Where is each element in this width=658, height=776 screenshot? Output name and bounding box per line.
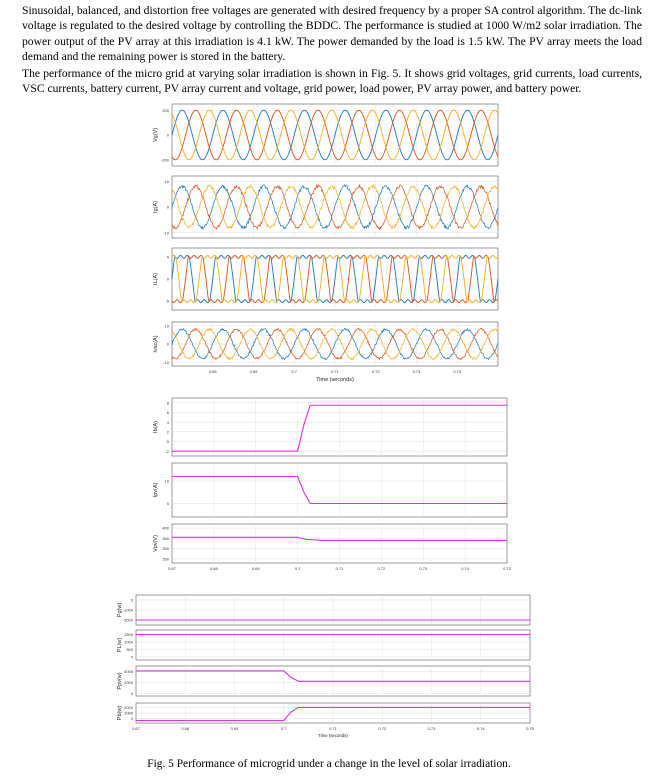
pv-power-panel [117, 666, 530, 696]
battery-current-panel [153, 398, 507, 456]
x-tick-label: 0.68 [181, 726, 190, 731]
x-tick-label: 0.73 [412, 369, 421, 374]
x-tick-label: 0.75 [503, 566, 511, 571]
x-tick-label: 0.67 [168, 566, 176, 571]
x-tick-label: 0.71 [335, 566, 344, 571]
x-tick-label: 0.69 [251, 566, 260, 571]
x-tick-label: 0.73 [419, 566, 428, 571]
x-tick-label: 0.7 [294, 566, 301, 571]
x-tick-label: 0.74 [476, 726, 485, 731]
y-tick-label: 10 [164, 178, 169, 184]
y-axis-label: Ig(A) [153, 201, 159, 213]
x-tick-label: 0.74 [461, 566, 470, 571]
y-tick-label: 2 [166, 429, 169, 435]
x-tick-label: 0.72 [371, 369, 380, 374]
x-tick-label: 0.7 [291, 369, 298, 374]
y-tick-label: 0 [130, 716, 133, 722]
y-tick-label: -2000 [122, 617, 133, 623]
y-axis-label: PL(w) [117, 637, 123, 653]
y-tick-label: 2000 [124, 705, 133, 711]
x-tick-label: 0.67 [132, 726, 140, 731]
y-tick-label: -5 [165, 298, 169, 304]
vsc-current-panel [153, 322, 498, 383]
y-axis-label: IL(A) [153, 273, 159, 285]
y-tick-label: -1000 [122, 607, 133, 613]
pv-current-panel [153, 463, 507, 517]
x-axis-label: Time (seconds) [318, 733, 348, 738]
y-tick-label: 10 [164, 323, 169, 329]
y-tick-label: 10 [164, 478, 169, 484]
y-tick-label: 0 [130, 690, 133, 696]
x-axis-label: Time (seconds) [316, 377, 354, 383]
body-paragraph-1: Sinusoidal, balanced, and distortion free voltages are generated with desired frequency by a proper SA control algorithm. The dc-link voltage is regulated to the desired voltage by controlling the BDDC. The performance is studied at 1000 W/m2 solar irradiation. The power output of the PV array at this irradiation is 4.1 kW. The power demanded by the load is 1.5 kW. The PV array meets the load demand and the remaining power is stored in the battery. [22, 4, 642, 64]
y-tick-label: 200 [162, 107, 169, 113]
y-axis-label: Ivsc(A) [153, 335, 159, 353]
y-tick-label: 0 [166, 276, 169, 282]
y-tick-label: 6 [166, 410, 169, 416]
y-tick-label: 2000 [124, 679, 133, 685]
y-tick-label: 8 [166, 400, 169, 406]
y-tick-label: 0 [166, 132, 169, 138]
y-tick-label: 250 [162, 556, 169, 562]
x-tick-label: 0.71 [329, 726, 337, 731]
y-axis-label: Ipv(A) [153, 482, 159, 498]
load-current-panel [153, 248, 498, 310]
y-axis-label: Pg(w) [117, 602, 123, 618]
x-tick-label: 0.73 [427, 726, 436, 731]
y-tick-label: 5 [166, 254, 169, 260]
x-tick-label: 0.68 [208, 369, 217, 374]
body-paragraph-2: The performance of the micro grid at varying solar irradiation is shown in Fig. 5. It shows grid voltages, grid currents, load currents, VSC currents, battery current, PV array current and voltage, grid power, load power, PV array power, and battery power. [22, 67, 642, 96]
x-tick-label: 0.72 [378, 726, 387, 731]
y-tick-label: 0 [166, 341, 169, 347]
y-tick-label: 0 [166, 439, 169, 445]
grid-power-panel [117, 595, 530, 625]
x-tick-label: 0.75 [526, 726, 534, 731]
y-tick-label: 500 [126, 647, 133, 653]
x-tick-label: 0.71 [331, 369, 339, 374]
y-axis-label: Pb(w) [117, 705, 123, 721]
y-tick-label: -10 [163, 230, 169, 236]
y-axis-label: Vg(V) [153, 127, 159, 143]
y-tick-label: -10 [163, 359, 169, 365]
y-tick-label: 300 [162, 546, 169, 552]
x-tick-label: 0.72 [377, 566, 386, 571]
y-tick-label: 400 [162, 525, 169, 531]
y-tick-label: 0 [130, 654, 133, 660]
y-axis-label: Vpv(V) [153, 535, 159, 552]
x-tick-label: 0.68 [209, 566, 218, 571]
y-tick-label: 4 [166, 419, 169, 425]
y-tick-label: 1500 [124, 632, 133, 638]
y-tick-label: 4000 [124, 669, 133, 675]
x-tick-label: 0.7 [280, 726, 287, 731]
x-tick-label: 0.69 [249, 369, 258, 374]
y-tick-label: 0 [130, 597, 133, 603]
y-tick-label: 5 [166, 501, 169, 507]
y-tick-label: 350 [162, 535, 169, 541]
y-tick-label: 1000 [124, 710, 133, 716]
load-power-panel [117, 630, 530, 660]
y-tick-label: -2 [165, 448, 169, 454]
y-tick-label: -200 [160, 157, 169, 163]
battery-power-panel [117, 703, 535, 738]
y-tick-label: 1000 [124, 639, 133, 645]
y-axis-label: Ppv(w) [117, 672, 123, 690]
y-tick-label: 0 [166, 204, 169, 210]
grid-voltage-panel [153, 104, 498, 166]
figure-caption: Fig. 5 Performance of microgrid under a change in the level of solar irradiation. [147, 758, 511, 770]
pv-voltage-panel [153, 524, 512, 571]
grid-current-panel [153, 176, 498, 238]
x-tick-label: 0.69 [230, 726, 239, 731]
x-tick-label: 0.74 [453, 369, 462, 374]
y-axis-label: Ib(A) [153, 421, 159, 433]
